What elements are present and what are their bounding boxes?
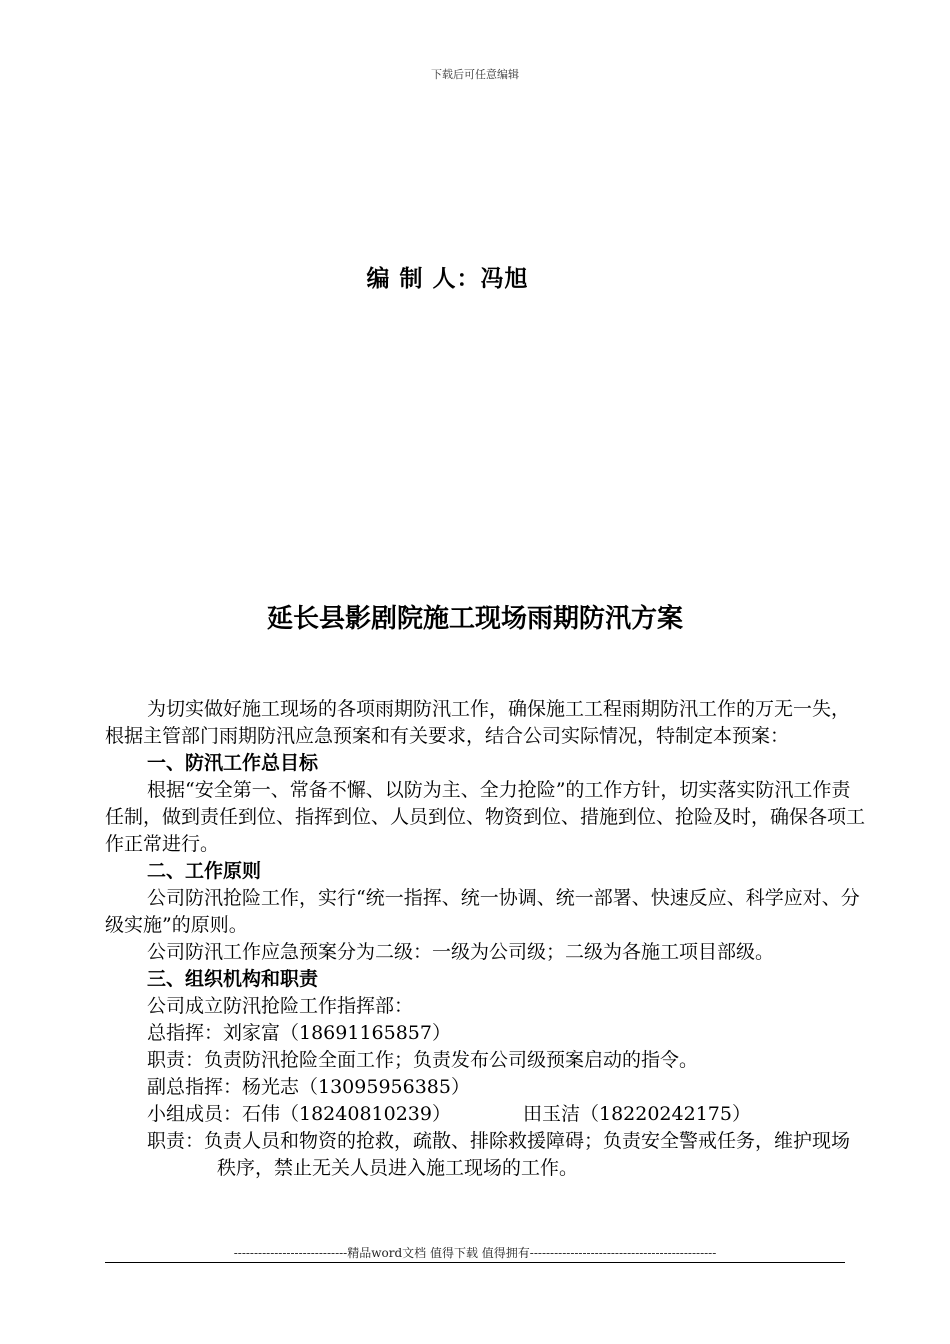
section-3-line-5 (105, 1101, 865, 1128)
section-1-heading: 一、防汛工作总目标 (147, 752, 319, 774)
section-2-paragraph-2: 公司防汛工作应急预案分为二级：一级为公司级；二级为各施工项目部级。 (147, 941, 775, 963)
footer-text: ----------------------------精品word文档 值得下载 值得拥有---------------------------------------------- (233, 1246, 717, 1260)
section-3-line-1: 公司成立防汛抢险工作指挥部： (147, 995, 414, 1017)
section-3-line-6: 职责：负责人员和物资的抢救，疏散、排除救援障碍；负责安全警戒任务，维护现场秩序，禁止无关人员进入施工现场的工作。 (147, 1130, 851, 1179)
document-body (105, 696, 865, 1182)
section-1-text: 根据“安全第一、常备不懈、以防为主、全力抢险”的工作方针，切实落实防汛工作责任制，做到责任到位、指挥到位、人员到位、物资到位、措施到位、抢险及时，确保各项工作正常进行。 (105, 779, 866, 855)
section-3-line-2: 总指挥：刘家富（18691165857） (147, 1022, 451, 1044)
section-2-paragraph-1: 公司防汛抢险工作，实行“统一指挥、统一协调、统一部署、快速反应、科学应对、分级实施”的原则。 (105, 887, 860, 936)
team-member-1: 小组成员：石伟（18240810239） (147, 1103, 451, 1125)
section-3-line-4: 副总指挥：杨光志（13095956385） (147, 1076, 470, 1098)
document-title: 延长县影剧院施工现场雨期防汛方案 (266, 604, 683, 634)
header-note: 下载后可任意编辑 (431, 68, 519, 81)
team-member-2: 田玉洁（18220242175） (522, 1103, 751, 1125)
intro-paragraph: 为切实做好施工现场的各项雨期防汛工作，确保施工工程雨期防汛工作的万无一失，根据主管部门雨期防汛应急预案和有关要求，结合公司实际情况，特制定本预案： (105, 698, 851, 747)
compiler-line: 编 制 人：冯旭 (366, 265, 529, 292)
section-3-line-3: 职责：负责防汛抢险全面工作；负责发布公司级预案启动的指令。 (147, 1049, 699, 1071)
footer-rule (105, 1262, 845, 1263)
section-3-heading: 三、组织机构和职责 (147, 968, 319, 990)
section-2-heading: 二、工作原则 (147, 860, 262, 882)
